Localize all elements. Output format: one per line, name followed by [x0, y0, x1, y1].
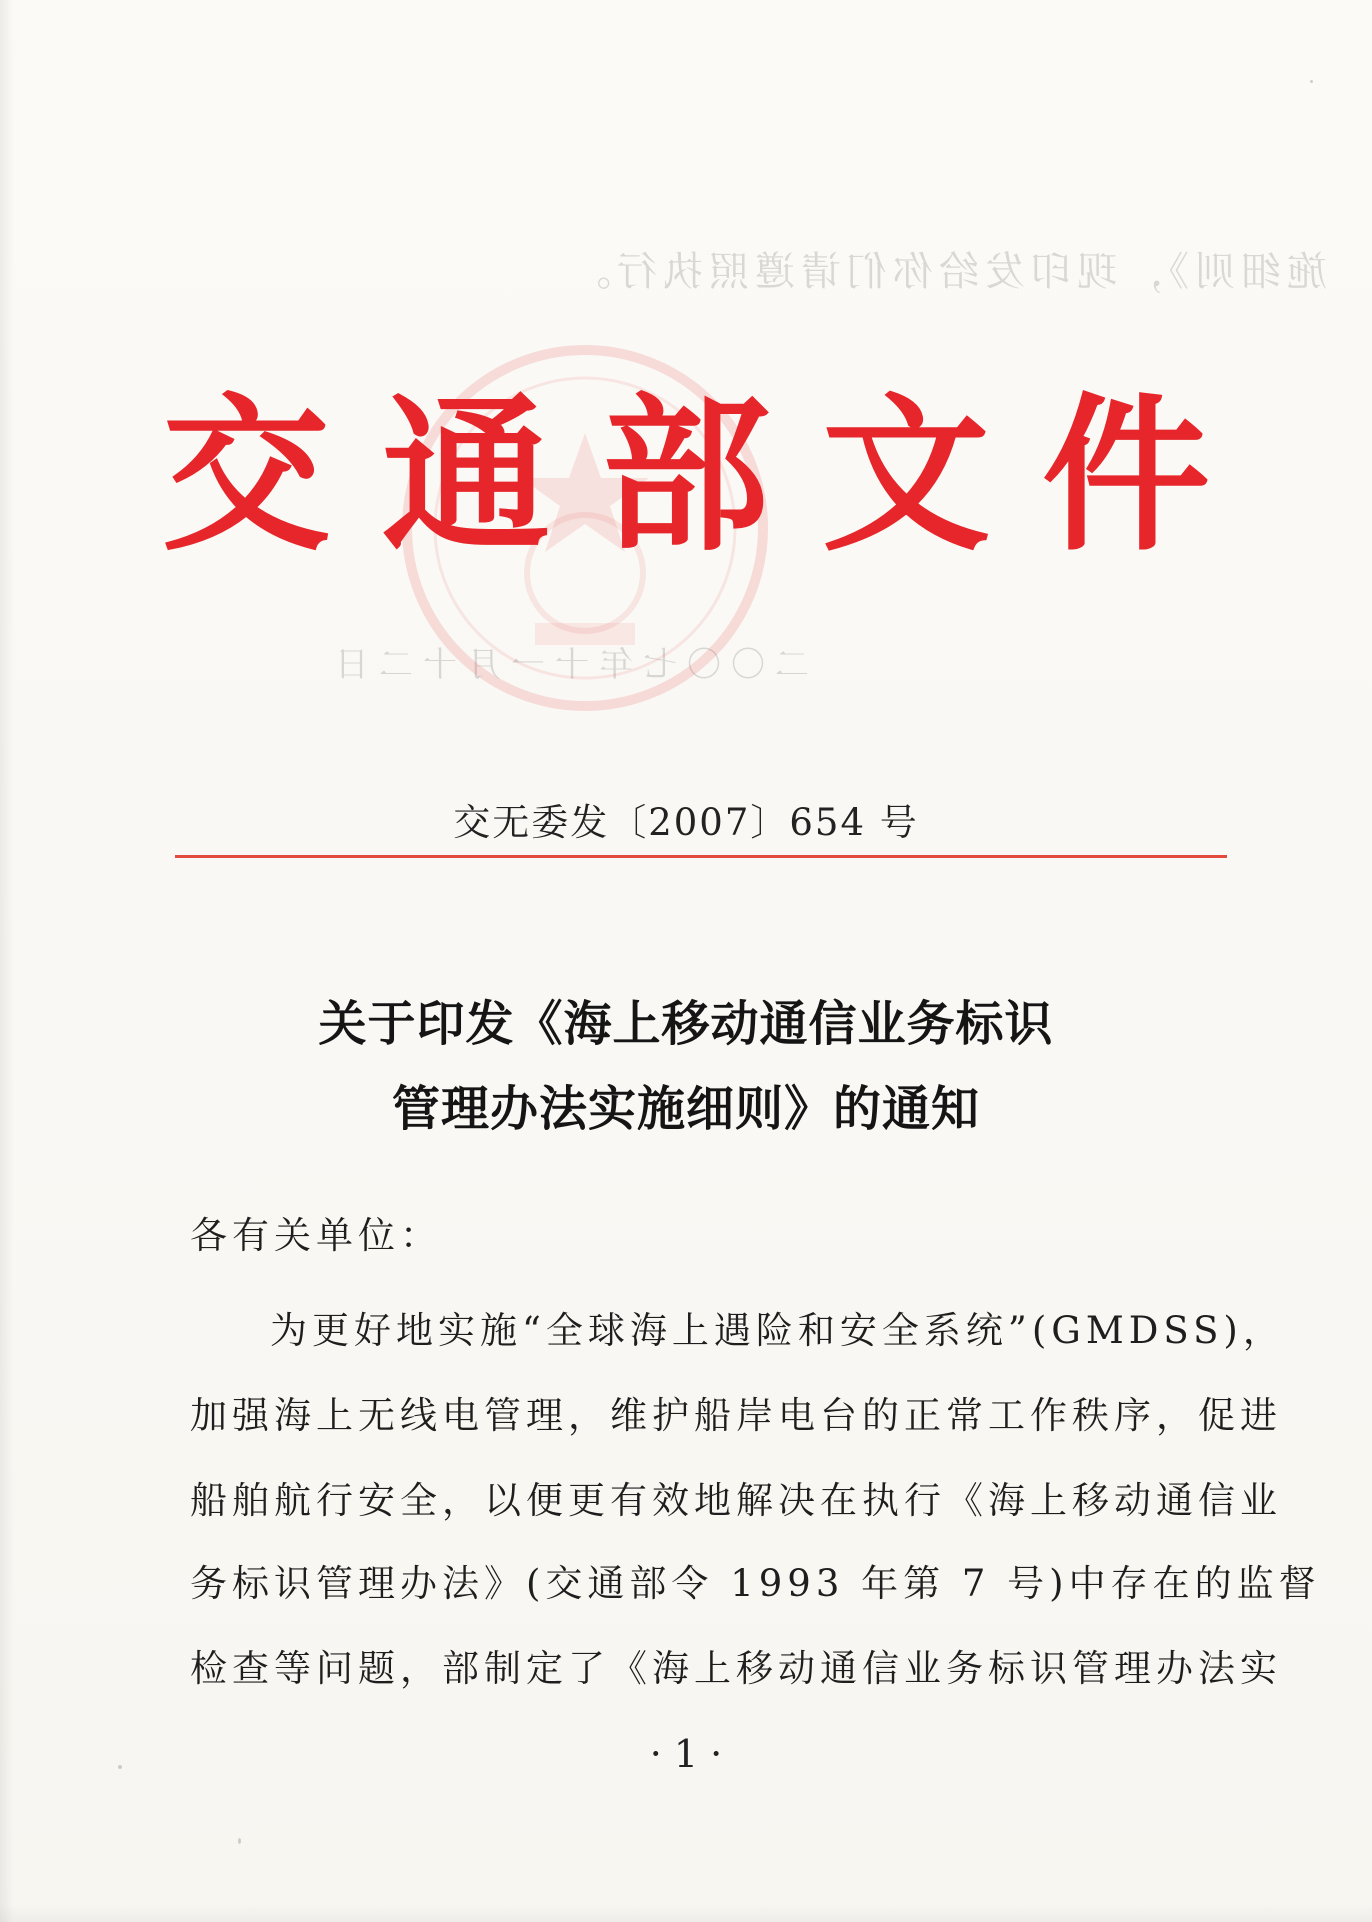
red-divider-line	[175, 855, 1227, 858]
body-line: 为更好地实施“全球海上遇险和安全系统”(GMDSS)，	[270, 1309, 1285, 1352]
body-line: 务标识管理办法》(交通部令 1993 年第 7 号)中存在的监督	[190, 1562, 1321, 1605]
body-line: 船舶航行安全，以便更有效地解决在执行《海上移动通信业	[190, 1479, 1282, 1522]
header-title: 交通部文件	[162, 378, 1262, 574]
salutation: 各有关单位：	[190, 1214, 442, 1257]
scan-speck	[238, 1838, 241, 1844]
scan-speck	[1310, 80, 1313, 83]
bleed-through-text: 施细则》，现印发给你们请遵照执行。	[565, 249, 1327, 295]
scan-speck	[118, 1765, 122, 1769]
notice-title-line-2: 管理办法实施细则》的通知	[391, 1081, 980, 1137]
body-line: 加强海上无线电管理，维护船岸电台的正常工作秩序，促进	[190, 1394, 1282, 1437]
body-line: 检查等问题，部制定了《海上移动通信业务标识管理办法实	[190, 1647, 1282, 1690]
bleed-through-date: 二〇〇七年十一月十二日	[325, 645, 809, 685]
page-number: · 1 ·	[649, 1732, 723, 1776]
notice-title-line-1: 关于印发《海上移动通信业务标识	[318, 996, 1054, 1052]
document-number: 交无委发〔2007〕654 号	[453, 801, 919, 844]
